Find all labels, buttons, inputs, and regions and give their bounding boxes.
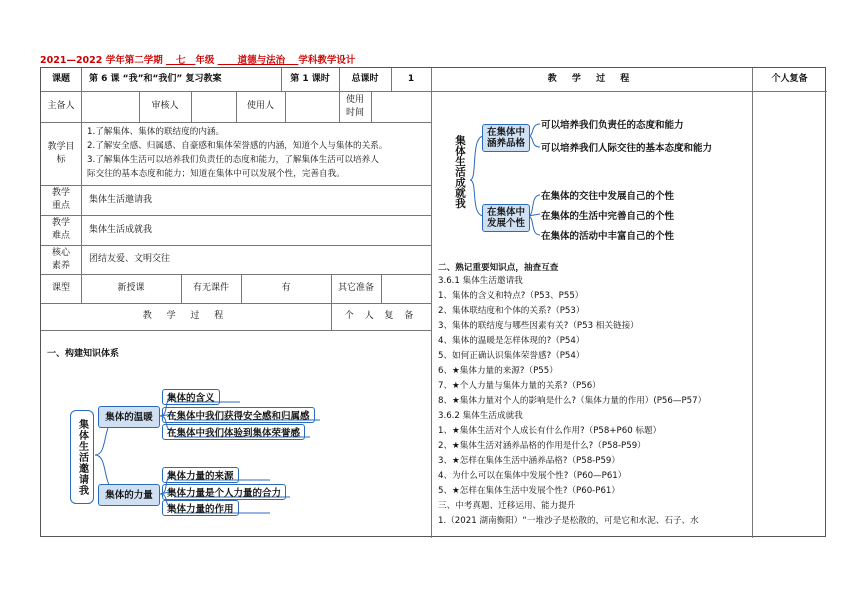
- knowledge-line: 三、中考真题、迁移运用、能力提升: [438, 501, 576, 511]
- core-literacy-label: 核心素养: [51, 247, 70, 271]
- key-point-value: 集体生活邀请我: [89, 194, 153, 205]
- knowledge-line: 8、★集体力量对个人的影响是什么?（集体力量的作用）(P56—P57）: [438, 396, 707, 406]
- user-label: 使用人: [246, 101, 274, 111]
- header-subject: 道德与法治: [237, 55, 286, 66]
- header-grade: 七: [175, 55, 186, 66]
- knowledge-line: 6、★集体力量的来源?（P55）: [438, 366, 558, 376]
- personal-prep-heading: 个人复备: [771, 74, 808, 84]
- difficult-point-label: 教学难点: [51, 218, 70, 241]
- section-2-heading: 二、熟记重要知识点，抽査互查: [438, 263, 559, 273]
- left-leaf: 集体力量是个人力量的合力: [162, 484, 286, 500]
- knowledge-line: 3.6.1 集体生活邀请我: [438, 276, 523, 286]
- left-leaf: 集体力量的来源: [162, 467, 239, 483]
- courseware-value: 有: [281, 283, 291, 293]
- topic-value: 第 6 课 “我”和“我们” 复习教案: [89, 74, 222, 84]
- left-leaf: 在集体中我们体验到集体荣誉感: [162, 424, 305, 440]
- personal-label: 个 人 复 备: [344, 311, 418, 321]
- right-leaf: 在集体的交往中发展自己的个性: [541, 191, 675, 202]
- total-periods-label: 总课时: [351, 74, 379, 84]
- header-subject-suffix: 学科教学设计: [298, 55, 356, 66]
- period-value: 第 1 课时: [290, 74, 330, 84]
- knowledge-line: 3、★怎样在集体生活中涵养品格?（P58-P59）: [438, 456, 620, 466]
- section-1-heading: 一、构建知识体系: [47, 349, 120, 359]
- knowledge-line: 5、如何正确认识集体荣誉感?（P54）: [438, 351, 585, 361]
- knowledge-line: 1、★集体生活对个人成长有什么作用?（P58+P60 标题）: [438, 426, 662, 436]
- right-branch-personality: 在集体中发展个性: [482, 204, 530, 232]
- lesson-type-value: 新授课: [117, 283, 145, 293]
- header-grade-suffix: 年级: [195, 55, 215, 66]
- total-periods-value: 1: [407, 74, 415, 84]
- key-point-label: 教学重点: [51, 188, 70, 211]
- knowledge-line: 3.6.2 集体生活成就我: [438, 411, 523, 421]
- goals-label: 教学目标: [47, 141, 75, 165]
- goal-item: 际交往的基本态度和能力；知道在集体中可以发展个性，完善自我。: [87, 169, 345, 179]
- teaching-process-heading: 教 学 过 程: [547, 74, 636, 84]
- left-leaf: 在集体中我们获得安全感和归属感: [162, 407, 315, 423]
- knowledge-line: 7、★个人力量与集体力量的关系?（P56）: [438, 381, 601, 391]
- knowledge-line: 3、集体的联结度与哪些因素有关?（P53 相关链接）: [438, 321, 639, 331]
- left-branch-warmth: 集体的温暖: [98, 406, 160, 428]
- knowledge-line: 1、集体的含义和特点?（P53、P55）: [438, 291, 584, 301]
- process-label: 教 学 过 程: [142, 311, 230, 321]
- knowledge-line: 2、集体联结度和个体的关系?（P53）: [438, 306, 585, 316]
- goal-item: 3.了解集体生活可以培养我们负责任的态度和能力，了解集体生活可以培养人: [87, 155, 379, 165]
- knowledge-line: 5、★怎样在集体生活中发展个性?（P60-P61）: [438, 486, 620, 496]
- goal-item: 2.了解安全感、归属感、自豪感和集体荣誉感的内涵，知道个人与集体的关系。: [87, 141, 388, 151]
- left-leaf: 集体力量的作用: [162, 500, 239, 516]
- knowledge-line: 1.（2021 湖南衡阳）“一堆沙子是松散的，可是它和水泥、石子、水: [438, 516, 699, 526]
- right-leaf: 可以培养我们负责任的态度和能力: [541, 120, 684, 131]
- knowledge-line: 2、★集体生活对涵养品格的作用是什么?（P58-P59）: [438, 441, 646, 451]
- left-mindmap-root: 集体生活邀请我: [70, 410, 94, 504]
- knowledge-line: 4、为什么可以在集体中发展个性?（P60—P61）: [438, 471, 627, 481]
- use-time-label: 使用时间: [345, 94, 364, 118]
- preparer-label: 主备人: [47, 101, 75, 111]
- right-leaf: 在集体的活动中丰富自己的个性: [541, 231, 675, 242]
- knowledge-line: 4、集体的温暖是怎样体现的?（P54）: [438, 336, 585, 346]
- other-prep-label: 其它准备: [337, 283, 374, 293]
- goal-item: 1.了解集体、集体的联结度的内涵。: [87, 127, 225, 137]
- left-branch-power: 集体的力量: [98, 484, 160, 506]
- right-branch-character: 在集体中涵养品格: [482, 124, 530, 152]
- lesson-type-label: 课型: [51, 283, 70, 293]
- reviewer-label: 审核人: [151, 101, 179, 111]
- header-year: 2021—2022 学年第二学期: [40, 55, 163, 66]
- left-leaf: 集体的含义: [162, 389, 220, 405]
- topic-label: 课题: [51, 74, 70, 84]
- right-leaf: 可以培养我们人际交往的基本态度和能力: [541, 143, 713, 154]
- right-mindmap-root: 集体生活成就我: [454, 135, 466, 209]
- courseware-label: 有无课件: [192, 283, 229, 293]
- right-leaf: 在集体的生活中完善自己的个性: [541, 211, 675, 222]
- difficult-point-value: 集体生活成就我: [89, 224, 153, 235]
- core-literacy-value: 团结友爱、文明交往: [89, 254, 171, 264]
